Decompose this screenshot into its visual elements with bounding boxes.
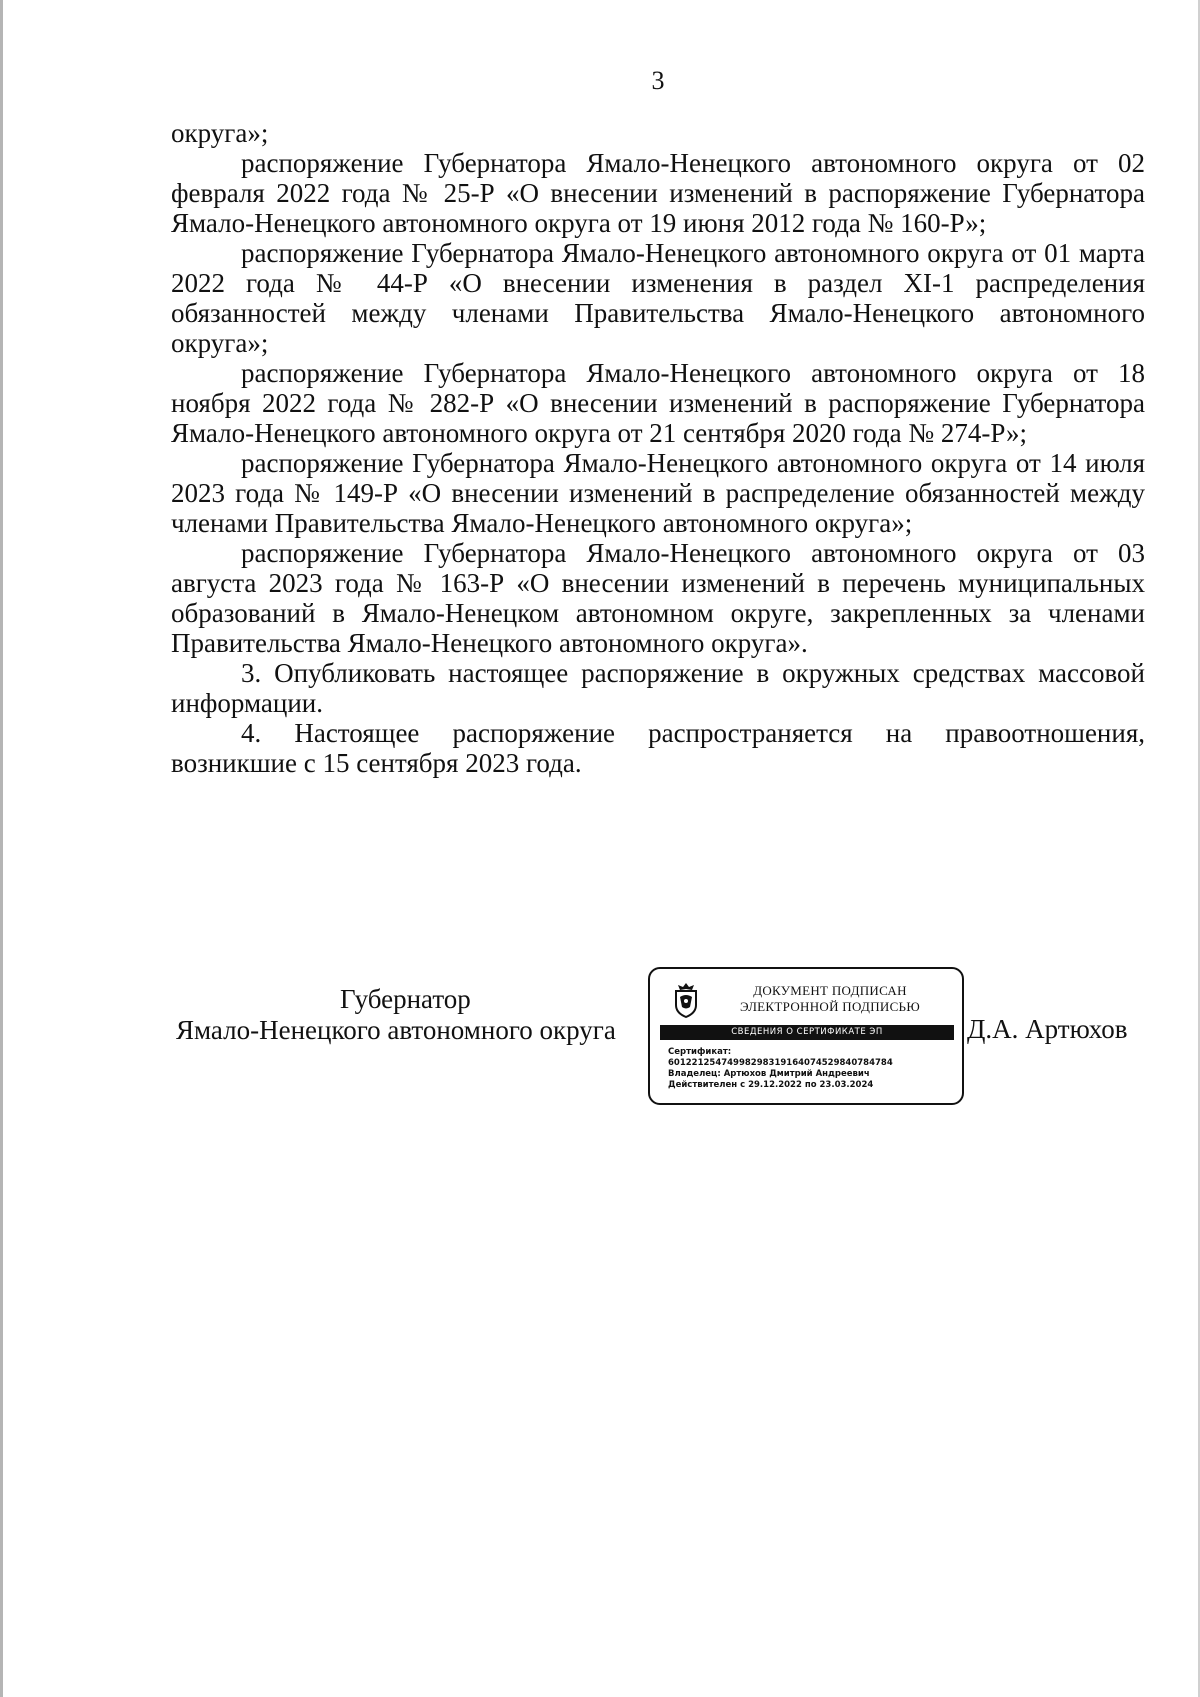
certificate-details — [668, 1047, 958, 1091]
paragraph-order-149r: распоряжение Губернатора Ямало-Ненецкого автономного округа от 14 июля 2023 года № 149-Р «О внесении изменений в распределение обязанностей между членами Правительства Ямало-Ненецкого автономного округа»; — [171, 448, 1145, 538]
paragraph-order-25r: распоряжение Губернатора Ямало-Ненецкого автономного округа от 02 февраля 2022 года № 25-Р «О внесении изменений в распоряжение Губернатора Ямало-Ненецкого автономного округа от 19 июня 2012 года № 160-Р»; — [171, 148, 1145, 238]
stamp-title — [710, 983, 950, 1015]
paragraph-continuation: округа»; — [171, 118, 269, 148]
signatory-title: Губернатор — [340, 984, 471, 1014]
page-number: 3 — [651, 66, 665, 95]
paragraph-item-4: 4. Настоящее распоряжение распространяется на правоотношения, возникшие с 15 сентября 2023 года. — [171, 718, 1145, 778]
stamp-title-line-2: ЭЛЕКТРОННОЙ ПОДПИСЬЮ — [740, 999, 920, 1014]
certificate-validity: Действителен с 29.12.2022 по 23.03.2024 — [668, 1080, 874, 1090]
certificate-owner: Владелец: Артюхов Дмитрий Андреевич — [668, 1069, 870, 1079]
stamp-title-line-1: ДОКУМЕНТ ПОДПИСАН — [753, 983, 907, 998]
electronic-signature-stamp — [648, 967, 964, 1105]
paragraph-order-44r: распоряжение Губернатора Ямало-Ненецкого автономного округа от 01 марта 2022 года № 44-Р «О внесении изменения в раздел XI-1 распределения обязанностей между членами Правительства Ямало-Ненецкого автономного округа»; — [171, 238, 1145, 358]
paragraph-order-282r: распоряжение Губернатора Ямало-Ненецкого автономного округа от 18 ноября 2022 года № 282-Р «О внесении изменений в распоряжение Губернатора Ямало-Ненецкого автономного округа от 21 сентября 2020 года № 274-Р»; — [171, 358, 1145, 448]
signatory-name: Д.А. Артюхов — [967, 1014, 1128, 1044]
document-body — [171, 118, 1145, 778]
signatory-title-region: Ямало-Ненецкого автономного округа — [176, 1015, 616, 1045]
paragraph-order-163r: распоряжение Губернатора Ямало-Ненецкого автономного округа от 03 августа 2023 года № 163-Р «О внесении изменений в перечень муниципальных образований в Ямало-Ненецком автономном округе, закрепленных за членами Правительства Ямало-Ненецкого автономного округа». — [171, 538, 1145, 658]
paragraph-item-3: 3. Опубликовать настоящее распоряжение в окружных средствах массовой информации. — [171, 658, 1145, 718]
coat-of-arms-icon — [670, 981, 702, 1019]
page-edge-left — [0, 0, 3, 1697]
certificate-info-bar: СВЕДЕНИЯ О СЕРТИФИКАТЕ ЭП — [660, 1025, 954, 1040]
certificate-number: 601221254749982983191640745298407847​84 — [668, 1058, 893, 1068]
certificate-label: Сертификат: — [668, 1047, 732, 1057]
